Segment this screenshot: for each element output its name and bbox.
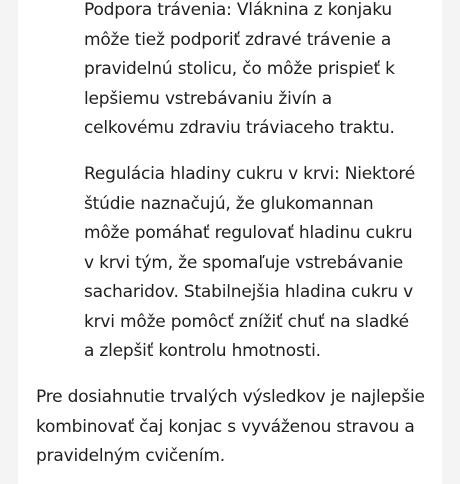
benefit-blood-sugar-text: Regulácia hladiny cukru v krvi: Niektoré štúdie naznačujú, že glukomannan môže pomáhať regulovať hladinu cukru v krvi tým, že spomaľuje vstrebávanie sacharidov. Stabilnejšia hladina cukru v krvi môže pomôcť znížiť chuť na sladké a zlepšiť kontrolu hmotnosti. — [84, 164, 416, 361]
benefit-digestion-text: Podpora trávenia: Vláknina z konjaku môže tiež podporiť zdravé trávenie a pravidelnú stolicu, čo môže prispieť k lepšiemu vstrebávaniu živín a celkovému zdraviu tráviaceho traktu. — [84, 0, 395, 138]
closing-paragraph: Pre dosiahnutie trvalých výsledkov je najlepšie kombinovať čaj konjac s vyváženou stravou a pravidelným cvičením. — [36, 387, 425, 466]
